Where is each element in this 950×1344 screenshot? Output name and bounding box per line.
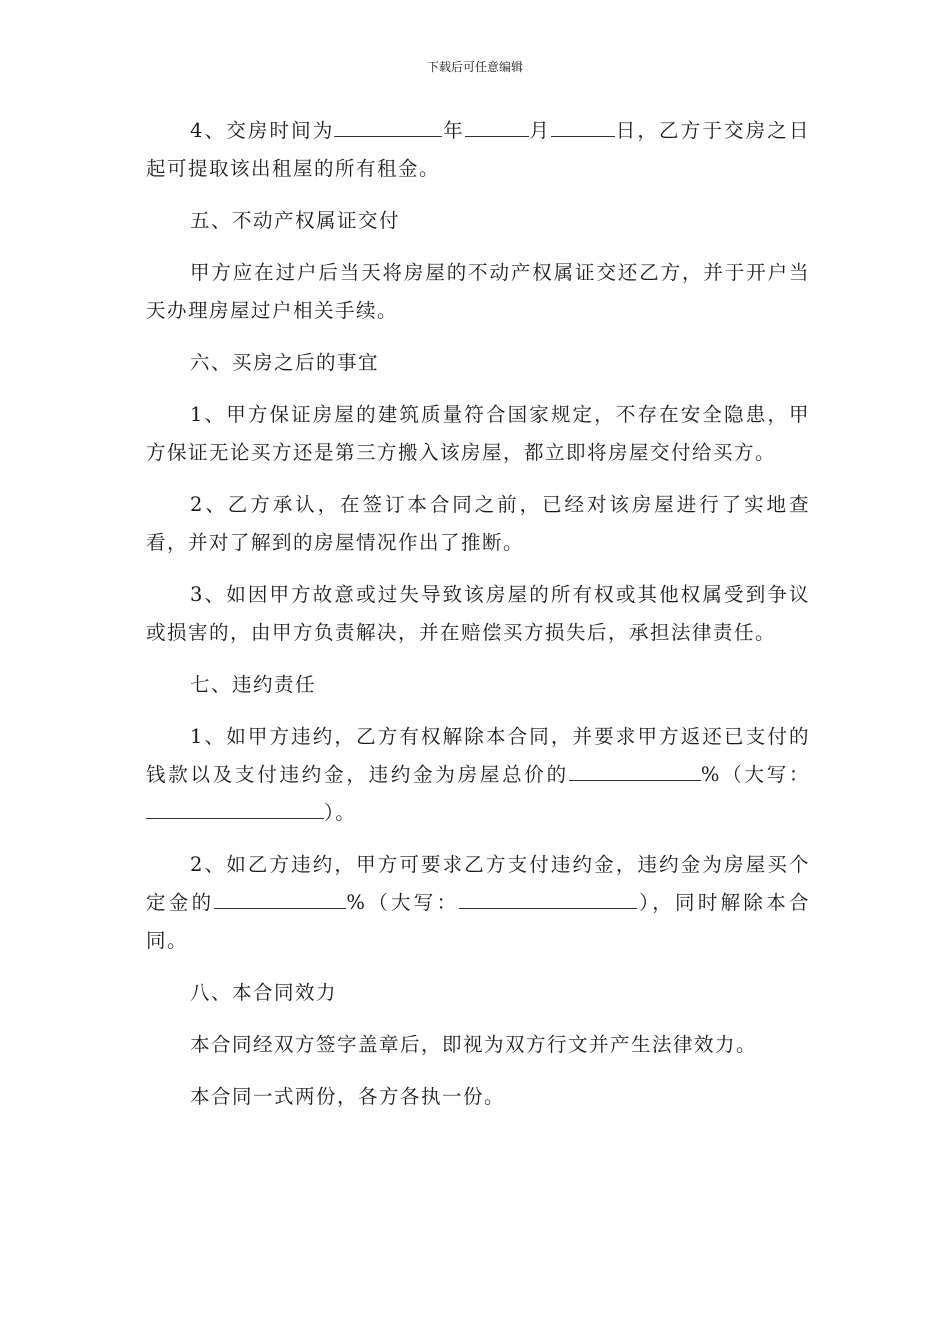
clause-text: 1、如甲方违约，乙方有权解除本合同，并要求甲方返还已支付的钱款以及支付违约金，违约金为房屋总价的 [146,725,810,786]
clause-dispute: 3、如因甲方故意或过失导致该房屋的所有权或其他权属受到争议或损害的，由甲方负责解决，并在赔偿买方损失后，承担法律责任。 [146,583,810,644]
clause-handover-time [146,112,810,188]
blank-uppercase-field[interactable] [459,886,637,909]
clause-seller-breach [146,718,810,832]
clause-text: 2、如乙方违约，甲方可要求乙方支付违约金，违约金为房屋买个定金的 [146,853,810,914]
section-heading-5: 五、不动产权属证交付 [190,209,401,232]
clause-text: 年 [442,119,465,142]
clause-text: 日，乙方于交房之日起可提取该出租屋的所有租金。 [146,119,810,180]
clause-text: ）。 [324,801,357,824]
blank-percent-field[interactable] [214,886,346,909]
clause-text: %（大写： [700,763,810,786]
blank-uppercase-field[interactable] [146,796,324,819]
clause-text: 月 [528,119,552,142]
clause-text: 4、交房时间为 [190,119,335,142]
clause-buyer-breach [146,846,810,960]
clause-copies: 本合同一式两份，各方各执一份。 [190,1085,506,1108]
page-header: 下载后可任意编辑 [426,60,523,74]
blank-day-field[interactable] [551,114,615,137]
section-heading-6: 六、买房之后的事宜 [190,351,380,374]
document-body [146,112,810,1130]
blank-year-field[interactable] [334,114,442,137]
clause-text: %（大写： [346,891,460,914]
clause-effectiveness: 本合同经双方签字盖章后，即视为双方行文并产生法律效力。 [190,1033,758,1056]
blank-month-field[interactable] [465,114,529,137]
section-heading-7: 七、违约责任 [190,673,317,696]
clause-text: ），同时解除本合同。 [146,891,810,952]
clause-inspection: 2、乙方承认，在签订本合同之前，已经对该房屋进行了实地查看，并对了解到的房屋情况作出了推断。 [146,493,810,554]
clause-certificate: 甲方应在过户后当天将房屋的不动产权属证交还乙方，并于开户当天办理房屋过户相关手续。 [146,261,810,322]
clause-quality: 1、甲方保证房屋的建筑质量符合国家规定，不存在安全隐患，甲方保证无论买方还是第三方搬入该房屋，都立即将房屋交付给买方。 [146,403,810,464]
section-heading-8: 八、本合同效力 [190,981,338,1004]
blank-percent-field[interactable] [569,758,701,781]
